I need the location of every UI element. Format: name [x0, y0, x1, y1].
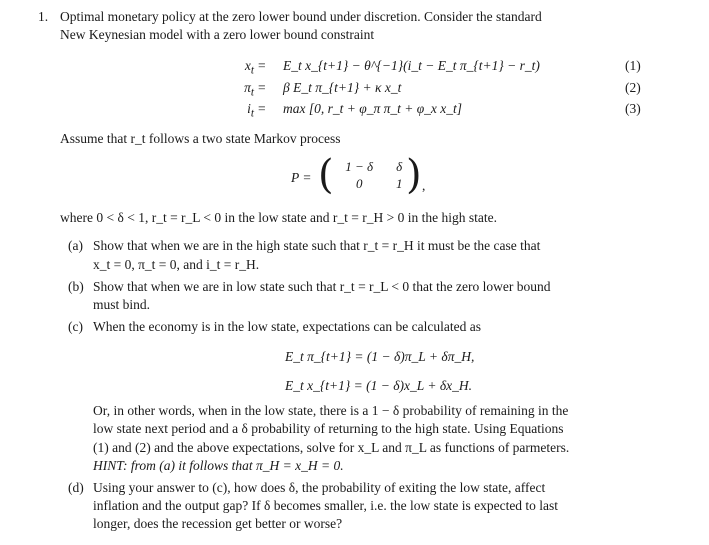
part-a-label: (a): [68, 238, 83, 253]
part-d-line-3: longer, does the recession get better or worse?: [93, 516, 343, 531]
matrix-left-paren: (: [318, 152, 334, 198]
equation-tag: (3): [625, 101, 641, 116]
matrix-cell: δ: [396, 159, 403, 174]
part-c-followup-3: (1) and (2) and the above expectations, solve for x_L and π_L as functions of parmeters.: [93, 440, 570, 455]
part-c-line-1: When the economy is in the low state, expectations can be calculated as: [93, 319, 481, 334]
equation-lhs: $i_t$: [247, 101, 254, 120]
equation-rhs: E_t x_{t+1} − θ^{−1}(i_t − E_t π_{t+1} − r_t): [283, 58, 540, 73]
part-b-line-2: must bind.: [93, 297, 151, 312]
matrix-cell: 1 − δ: [345, 159, 374, 174]
part-c-hint: HINT: from (a) it follows that π_H = x_H = 0.: [93, 458, 344, 473]
matrix-right-paren: ): [406, 152, 422, 198]
equation-3: $i_t$ = max [0, r_t + φ_π π_t + φ_x x_t] (3): [0, 101, 709, 119]
matrix-label: P =: [291, 170, 312, 185]
problem-number: 1.: [38, 9, 49, 24]
transition-matrix: [330, 158, 410, 192]
equation-rhs: max [0, r_t + φ_π π_t + φ_x x_t]: [283, 101, 463, 116]
part-c-followup-1: Or, in other words, when in the low state, there is a 1 − δ probability of remaining in the: [93, 403, 569, 418]
part-c-followup-2: low state next period and a δ probability of returning to the high state. Using Equations: [93, 421, 564, 436]
equation-2: $\pi_t$ = β E_t π_{t+1} + κ x_t (2): [0, 80, 709, 98]
matrix-cell: 0: [355, 176, 363, 191]
part-d-label: (d): [68, 480, 84, 495]
problem-intro-line-1: Optimal monetary policy at the zero lower bound under discretion. Consider the standard: [60, 9, 542, 24]
equation-tag: (1): [625, 58, 641, 73]
equation-lhs: $x_t$: [244, 58, 254, 77]
part-d-line-2: inflation and the output gap? If δ becomes smaller, i.e. the low state is expected to last: [93, 498, 559, 513]
state-definition: where 0 < δ < 1, r_t = r_L < 0 in the low state and r_t = r_H > 0 in the high state.: [60, 210, 497, 225]
part-a-line-2: x_t = 0, π_t = 0, and i_t = r_H.: [93, 257, 260, 272]
equation-rhs: β E_t π_{t+1} + κ x_t: [283, 80, 402, 95]
expectation-output-gap: E_t x_{t+1} = (1 − δ)x_L + δx_H.: [285, 378, 473, 393]
part-c-label: (c): [68, 319, 83, 334]
problem-intro-line-2: New Keynesian model with a zero lower bound constraint: [60, 27, 375, 42]
equation-1: $x_t$ = E_t x_{t+1} − θ^{−1}(i_t − E_t π_{t+1} − r_t) (1): [0, 58, 709, 76]
equation-lhs: $\pi_t$: [244, 80, 254, 99]
expectation-inflation: E_t π_{t+1} = (1 − δ)π_L + δπ_H,: [285, 349, 475, 364]
part-b-line-1: Show that when we are in low state such that r_t = r_L < 0 that the zero lower bound: [93, 279, 551, 294]
markov-intro: Assume that r_t follows a two state Markov process: [60, 131, 341, 146]
part-d-line-1: Using your answer to (c), how does δ, the probability of exiting the low state, affect: [93, 480, 546, 495]
matrix-comma: ,: [422, 178, 426, 193]
part-a-line-1: Show that when we are in the high state such that r_t = r_H it must be the case that: [93, 238, 541, 253]
equation-tag: (2): [625, 80, 641, 95]
part-b-label: (b): [68, 279, 84, 294]
matrix-cell: 1: [395, 176, 403, 191]
